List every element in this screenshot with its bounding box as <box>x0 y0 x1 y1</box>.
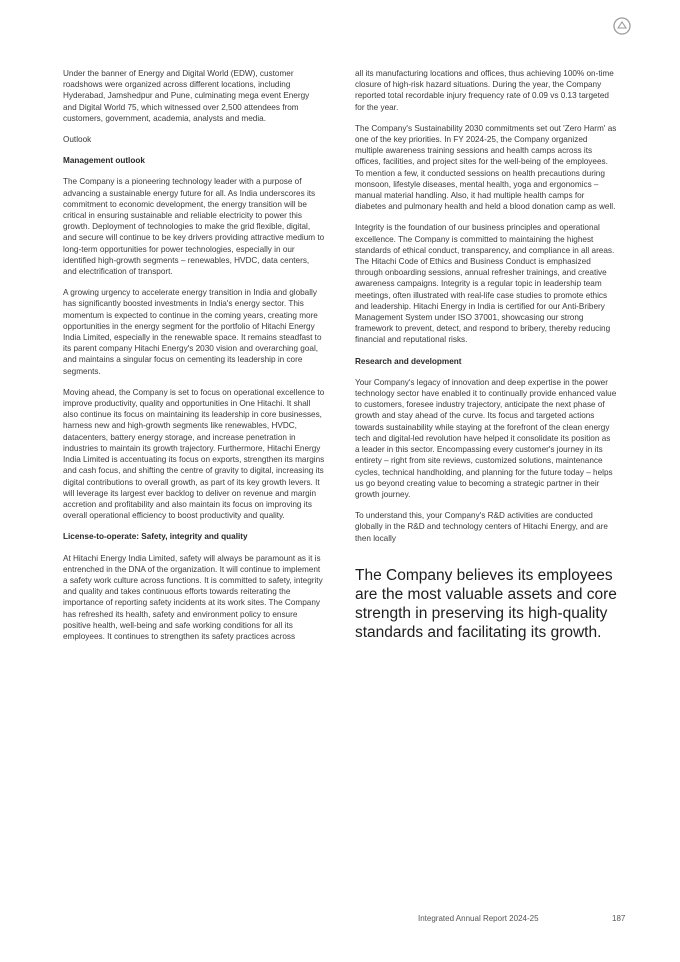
paragraph-innovation-legacy: Your Company's legacy of innovation and deep expertise in the power technology sector have enabled it to continually provide enhanced value to customers, foresee industry trajectory, anticipate the next phase of growth and stay ahead of the curve. Its focus and targeted actions towards sustainability while staying at the forefront of the clean energy tech and digital-led revolution have helped it consolidate its position as a leader in this sector. Encompassing every customer's journey in its entirety – right from site reviews, customized solutions, maintenance cycles, technical handholding, and planning for the future today – helps us go beyond creating value to becoming a strategic partner in their growth journey. <box>355 377 617 499</box>
paragraph-manufacturing-safety: all its manufacturing locations and offices, thus achieving 100% on-time closure of high-risk hazard situations. During the year, the Company reported total recordable injury frequency rate of 0.09 vs 0.13 targeted for the year. <box>355 69 614 112</box>
right-column <box>355 68 617 642</box>
paragraph-safety: At Hitachi Energy India Limited, safety will always be paramount as it is entrenched in the DNA of the organization. It will continue to implement a safety work culture across functions. It is committed to safety, integrity and quality and takes continuous efforts towards reiterating the importance of reporting safety incidents at its work sites. The Company has refreshed its health, safety and environment policy to ensure positive health, well-being and safe working conditions for all its employees. It continues to strengthen its safety practices across <box>63 553 323 641</box>
page-number: 187 <box>612 914 626 923</box>
paragraph-integrity: Integrity is the foundation of our business principles and operational excellence. The Company is committed to maintaining the highest standards of ethical conduct, transparency, and compliance in all areas. The Hitachi Code of Ethics and Business Conduct is emphasized through onboarding sessions, annual refresher trainings, and creative awareness campaigns. Integrity is a regular topic in leadership team meetings, often illustrated with real-life case studies to promote ethics and leadership. Hitachi Energy in India is certified for our Anti-Bribery Management System under ISO 37001, showcasing our strong framework to prevent, detect, and respond to bribery, thereby reducing financial and reputational risks. <box>355 223 615 345</box>
paragraph-zero-harm: The Company's Sustainability 2030 commitments set out 'Zero Harm' as one of the key priorities. In FY 2024-25, the Company organized multiple awareness training sessions and health camps across its offices, facilities, and project sites for the well-being of the employees. To mention a few, it conducted sessions on health precautions during monsoon, lifestyle diseases, mental health, yoga and ergonomics – manual material handling. Also, it had multiple health camps for diabetes and pulmonary health and held a blood donation camp as well. <box>355 123 617 212</box>
paragraph-rd-activities: To understand this, your Company's R&D activities are conducted globally in the R&D and technology centers of Hitachi Energy, and are then locally <box>355 511 608 543</box>
outlook-label: Outlook <box>63 135 92 145</box>
paragraph-technology-leader: The Company is a pioneering technology leader with a purpose of advancing a sustainable energy future for all. As India underscores its commitment to economic development, the energy transition will be critical in ensuring sustainable and reliable electricity to power this growth. Deployment of technologies to make the grid flexible, digital, and secure will continue to be key drivers providing attractive medium to long-term opportunities for power technologies, especially in our identified high-growth segments – renewables, HVDC, data centers, and electrification of transport. <box>63 177 325 277</box>
pull-quote: The Company believes its employees are the most valuable assets and core strength in preserving its high-quality standards and facilitating its growth. <box>355 566 617 641</box>
management-outlook-heading: Management outlook <box>63 156 145 166</box>
footer-report-title: Integrated Annual Report 2024-25 <box>418 914 539 923</box>
safety-integrity-heading: License-to-operate: Safety, integrity and quality <box>63 532 248 542</box>
left-column <box>63 68 325 652</box>
hitachi-emblem-icon <box>612 16 632 36</box>
paragraph-moving-ahead: Moving ahead, the Company is set to focus on operational excellence to improve productivity, quality and opportunities in One Hitachi. It shall also continue its focus on maintaining its leadership in core businesses, harness new and high-growth segments like renewables, HVDC, datacenters, battery energy storage, and increase penetration in industries to maintain its growth trajectory. Furthermore, Hitachi Energy India Limited is accentuating its focus on exports, strengthen its margins and cash focus, and shifting the centre of gravity to digital, increasing its digital contributions to overall growth, as part of its key growth levers. It will leverage its largest ever backlog to deliver on revenue and margin accretion and profitability and also maintain its focus on improving its overall operational efficiency to boost productivity and quality. <box>63 387 325 521</box>
paragraph-edw-roadshows: Under the banner of Energy and Digital World (EDW), customer roadshows were organized across different locations, including Hyderabad, Jamshedpur and Pune, culminating mega event Energy and Digital World 75, which witnessed over 2,500 attendees from customers, government, academia, analysts and media. <box>63 69 310 123</box>
research-development-heading: Research and development <box>355 356 462 366</box>
paragraph-energy-transition: A growing urgency to accelerate energy transition in India and globally has significantly boosted investments in India's energy sector. This momentum is expected to continue in the coming years, creating more opportunities in the energy segment for the portfolio of Hitachi Energy India Limited, especially in the renewable space. It remains steadfast to its parent company Hitachi Energy's 2030 vision and overarching goal, and maintains a singular focus on cementing its leadership in core segments. <box>63 288 322 376</box>
